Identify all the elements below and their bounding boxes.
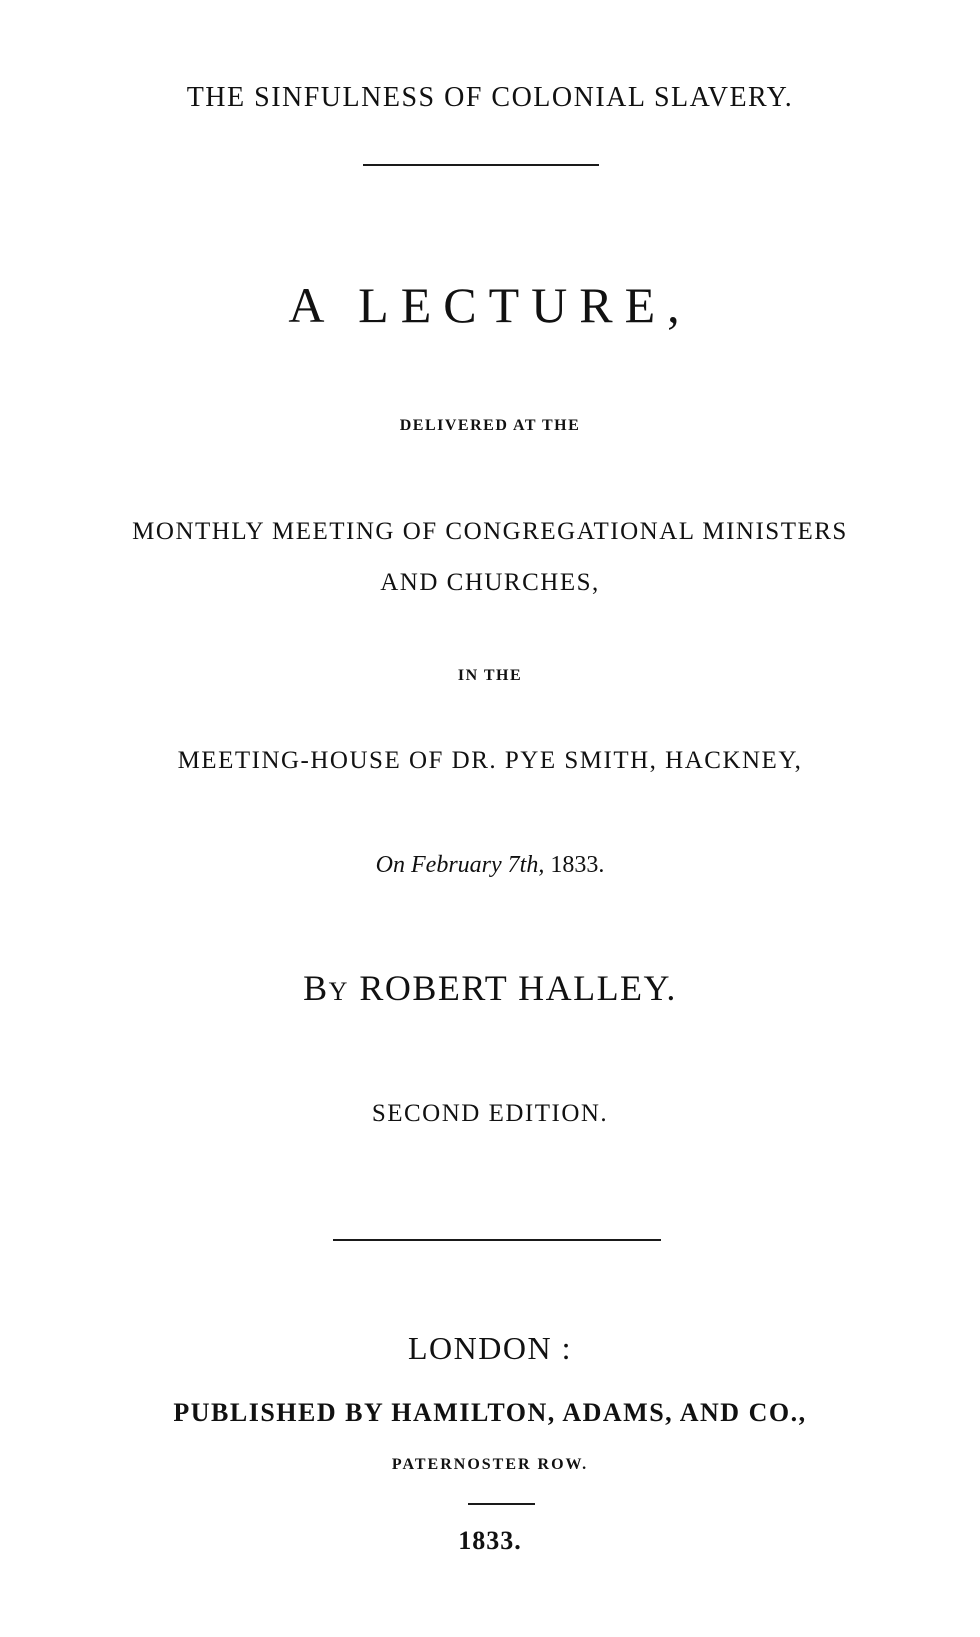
imprint-publisher: PUBLISHED BY HAMILTON, ADAMS, AND CO., [173,1398,807,1427]
series-title: THE SINFULNESS OF COLONIAL SLAVERY. [186,82,794,113]
delivered-line: DELIVERED AT THE [399,417,581,434]
lecture-date-year: 1833. [550,852,605,878]
lecture-date [0,853,980,877]
lecture-title: A LECTURE, [288,277,692,333]
edition-line: SECOND EDITION. [371,1100,609,1127]
meeting-line-1: MONTHLY MEETING OF CONGREGATIONAL MINISTERS [132,518,848,545]
in-the-line: IN THE [457,667,523,684]
lecture-date-italic: On February 7th, [375,852,545,878]
imprint-street: PATERNOSTER ROW. [391,1456,589,1473]
imprint-city: LONDON : [408,1330,572,1366]
author-name: ROBERT HALLEY. [359,968,677,1008]
imprint-rule [333,1239,661,1241]
place-line: MEETING-HOUSE OF DR. PYE SMITH, HACKNEY, [177,747,803,774]
title-rule [363,164,599,166]
year-rule [468,1503,535,1505]
author-by-rest: Y [328,977,349,1006]
author-by-initial: B [303,968,329,1008]
author-line [0,970,980,1006]
meeting-line-2: AND CHURCHES, [380,569,600,596]
imprint-year: 1833. [458,1526,522,1555]
